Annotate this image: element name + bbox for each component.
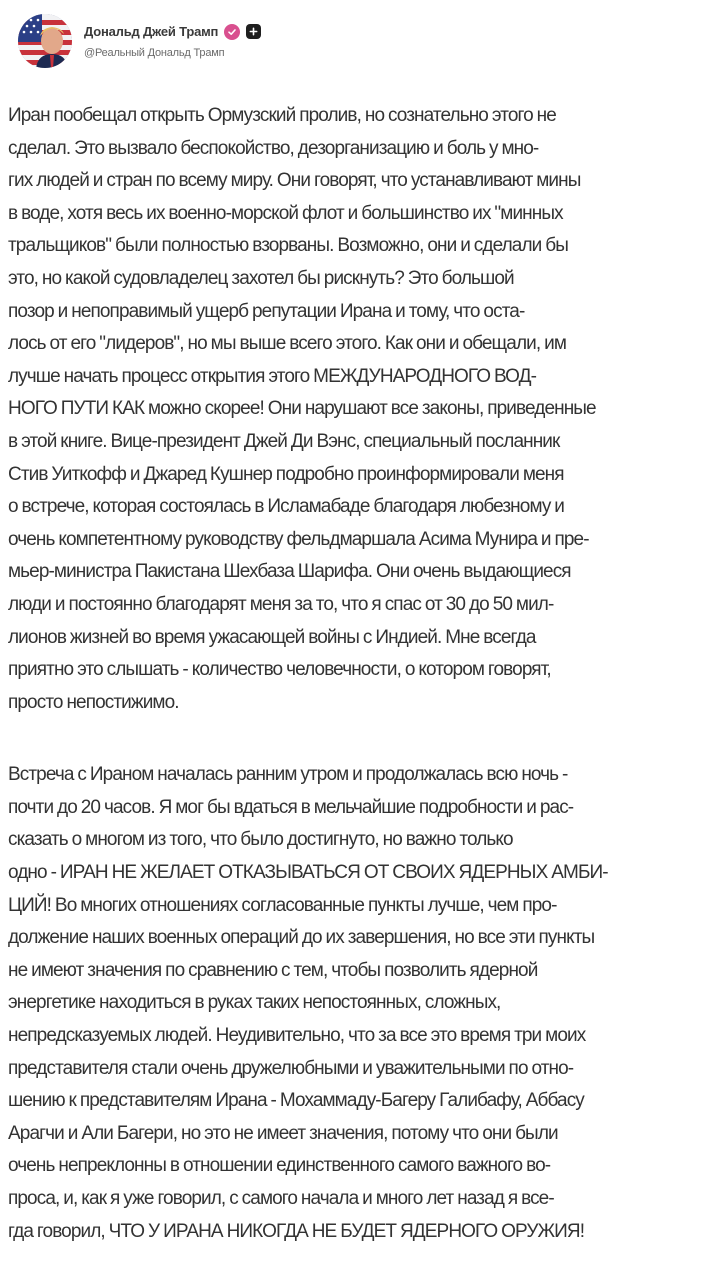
- post-line: люди и постоянно благодарят меня за то, что я спас от 30 до 50 мил-: [8, 593, 554, 615]
- post-line: тральщиков" были полностью взорваны. Возможно, они и сделали бы: [8, 235, 568, 257]
- post-line: лионов жизней во время ужасающей войны с Индией. Мне всегда: [8, 626, 536, 648]
- verified-badge-icon: [224, 24, 240, 40]
- post-line: одно - ИРАН НЕ ЖЕЛАЕТ ОТКАЗЫВАТЬСЯ ОТ СВОИХ ЯДЕРНЫХ АМБИ-: [8, 862, 608, 884]
- post-line: энергетике находиться в руках таких непостоянных, сложных,: [8, 992, 501, 1014]
- post-line: Стив Уиткофф и Джаред Кушнер подробно проинформировали меня: [8, 463, 564, 485]
- author-display-name[interactable]: Дональд Джей Трамп: [84, 24, 219, 39]
- post-line: просто непостижимо.: [8, 691, 179, 713]
- post-line: НОГО ПУТИ КАК можно скорее! Они нарушают все законы, приведенные: [8, 398, 596, 420]
- post-line: лучше начать процесс открытия этого МЕЖДУНАРОДНОГО ВОД-: [8, 365, 536, 387]
- post-line: шению к представителям Ирана - Мохаммаду-Багеру Галибафу, Аббасу: [8, 1090, 584, 1112]
- post-line: лось от его "лидеров", но мы выше всего этого. Как они и обещали, им: [8, 333, 566, 355]
- post-line: очень компетентному руководству фельдмаршала Асима Мунира и пре-: [8, 528, 589, 550]
- post-line: не имеют значения по сравнению с тем, чтобы позволить ядерной: [8, 959, 538, 981]
- author-handle[interactable]: @Реальный Дональд Трамп: [84, 46, 225, 59]
- avatar[interactable]: [18, 14, 72, 68]
- post-line: в этой книге. Вице-президент Джей Ди Вэнс, специальный посланник: [8, 430, 560, 452]
- post-line: это, но какой судовладелец захотел бы рискнуть? Это большой: [8, 267, 514, 289]
- post-line: Арагчи и Али Багери, но это не имеет значения, потому что они были: [8, 1122, 558, 1144]
- post-line: очень непреклонны в отношении единственного самого важного во-: [8, 1155, 551, 1177]
- post-line: Иран пообещал открыть Ормузский пролив, но сознательно этого не: [8, 105, 556, 126]
- post-line: в воде, хотя весь их военно-морской флот и большинство их "минных: [8, 202, 563, 224]
- post-line: сделал. Это вызвало беспокойство, дезорганизацию и боль у мно-: [8, 137, 539, 159]
- post-line: гих людей и стран по всему миру. Они говорят, что устанавливают мины: [8, 170, 581, 192]
- plus-square-icon[interactable]: [246, 24, 261, 39]
- post-paragraph-1: [8, 100, 648, 719]
- post-line: представителя стали очень дружелюбными и уважительными по отно-: [8, 1057, 574, 1079]
- post-line: гда говорил, ЧТО У ИРАНА НИКОГДА НЕ БУДЕТ ЯДЕРНОГО ОРУЖИЯ!: [8, 1220, 585, 1242]
- post-line: о встрече, которая состоялась в Исламабаде благодаря любезному и: [8, 496, 565, 518]
- post-paragraph-2: [8, 759, 648, 1248]
- post-line: ЦИЙ! Во многих отношениях согласованные пункты лучше, чем про-: [8, 894, 557, 916]
- post-line: непредсказуемых людей. Неудивительно, что за все это время три моих: [8, 1025, 586, 1047]
- post-line: должение наших военных операций до их завершения, но все эти пункты: [8, 927, 595, 949]
- post-line: мьер-министра Пакистана Шехбаза Шарифа. Они очень выдающиеся: [8, 561, 571, 583]
- post-body: [8, 100, 648, 1248]
- post-line: проса, и, как я уже говорил, с самого начала и много лет назад я все-: [8, 1188, 554, 1209]
- post-line: приятно это слышать - количество человечности, о котором говорят,: [8, 659, 551, 681]
- post-header: [18, 14, 261, 68]
- flag-avatar-icon: [18, 14, 72, 68]
- post-line: почти до 20 часов. Я мог бы вдаться в мельчайшие подробности и рас-: [8, 796, 574, 818]
- post-line: позор и непоправимый ущерб репутации Ирана и тому, что оста-: [8, 300, 525, 322]
- post-line: Встреча с Ираном началась ранним утром и продолжалась всю ночь -: [8, 764, 568, 786]
- post-line: сказать о многом из того, что было достигнуто, но важно только: [8, 829, 513, 851]
